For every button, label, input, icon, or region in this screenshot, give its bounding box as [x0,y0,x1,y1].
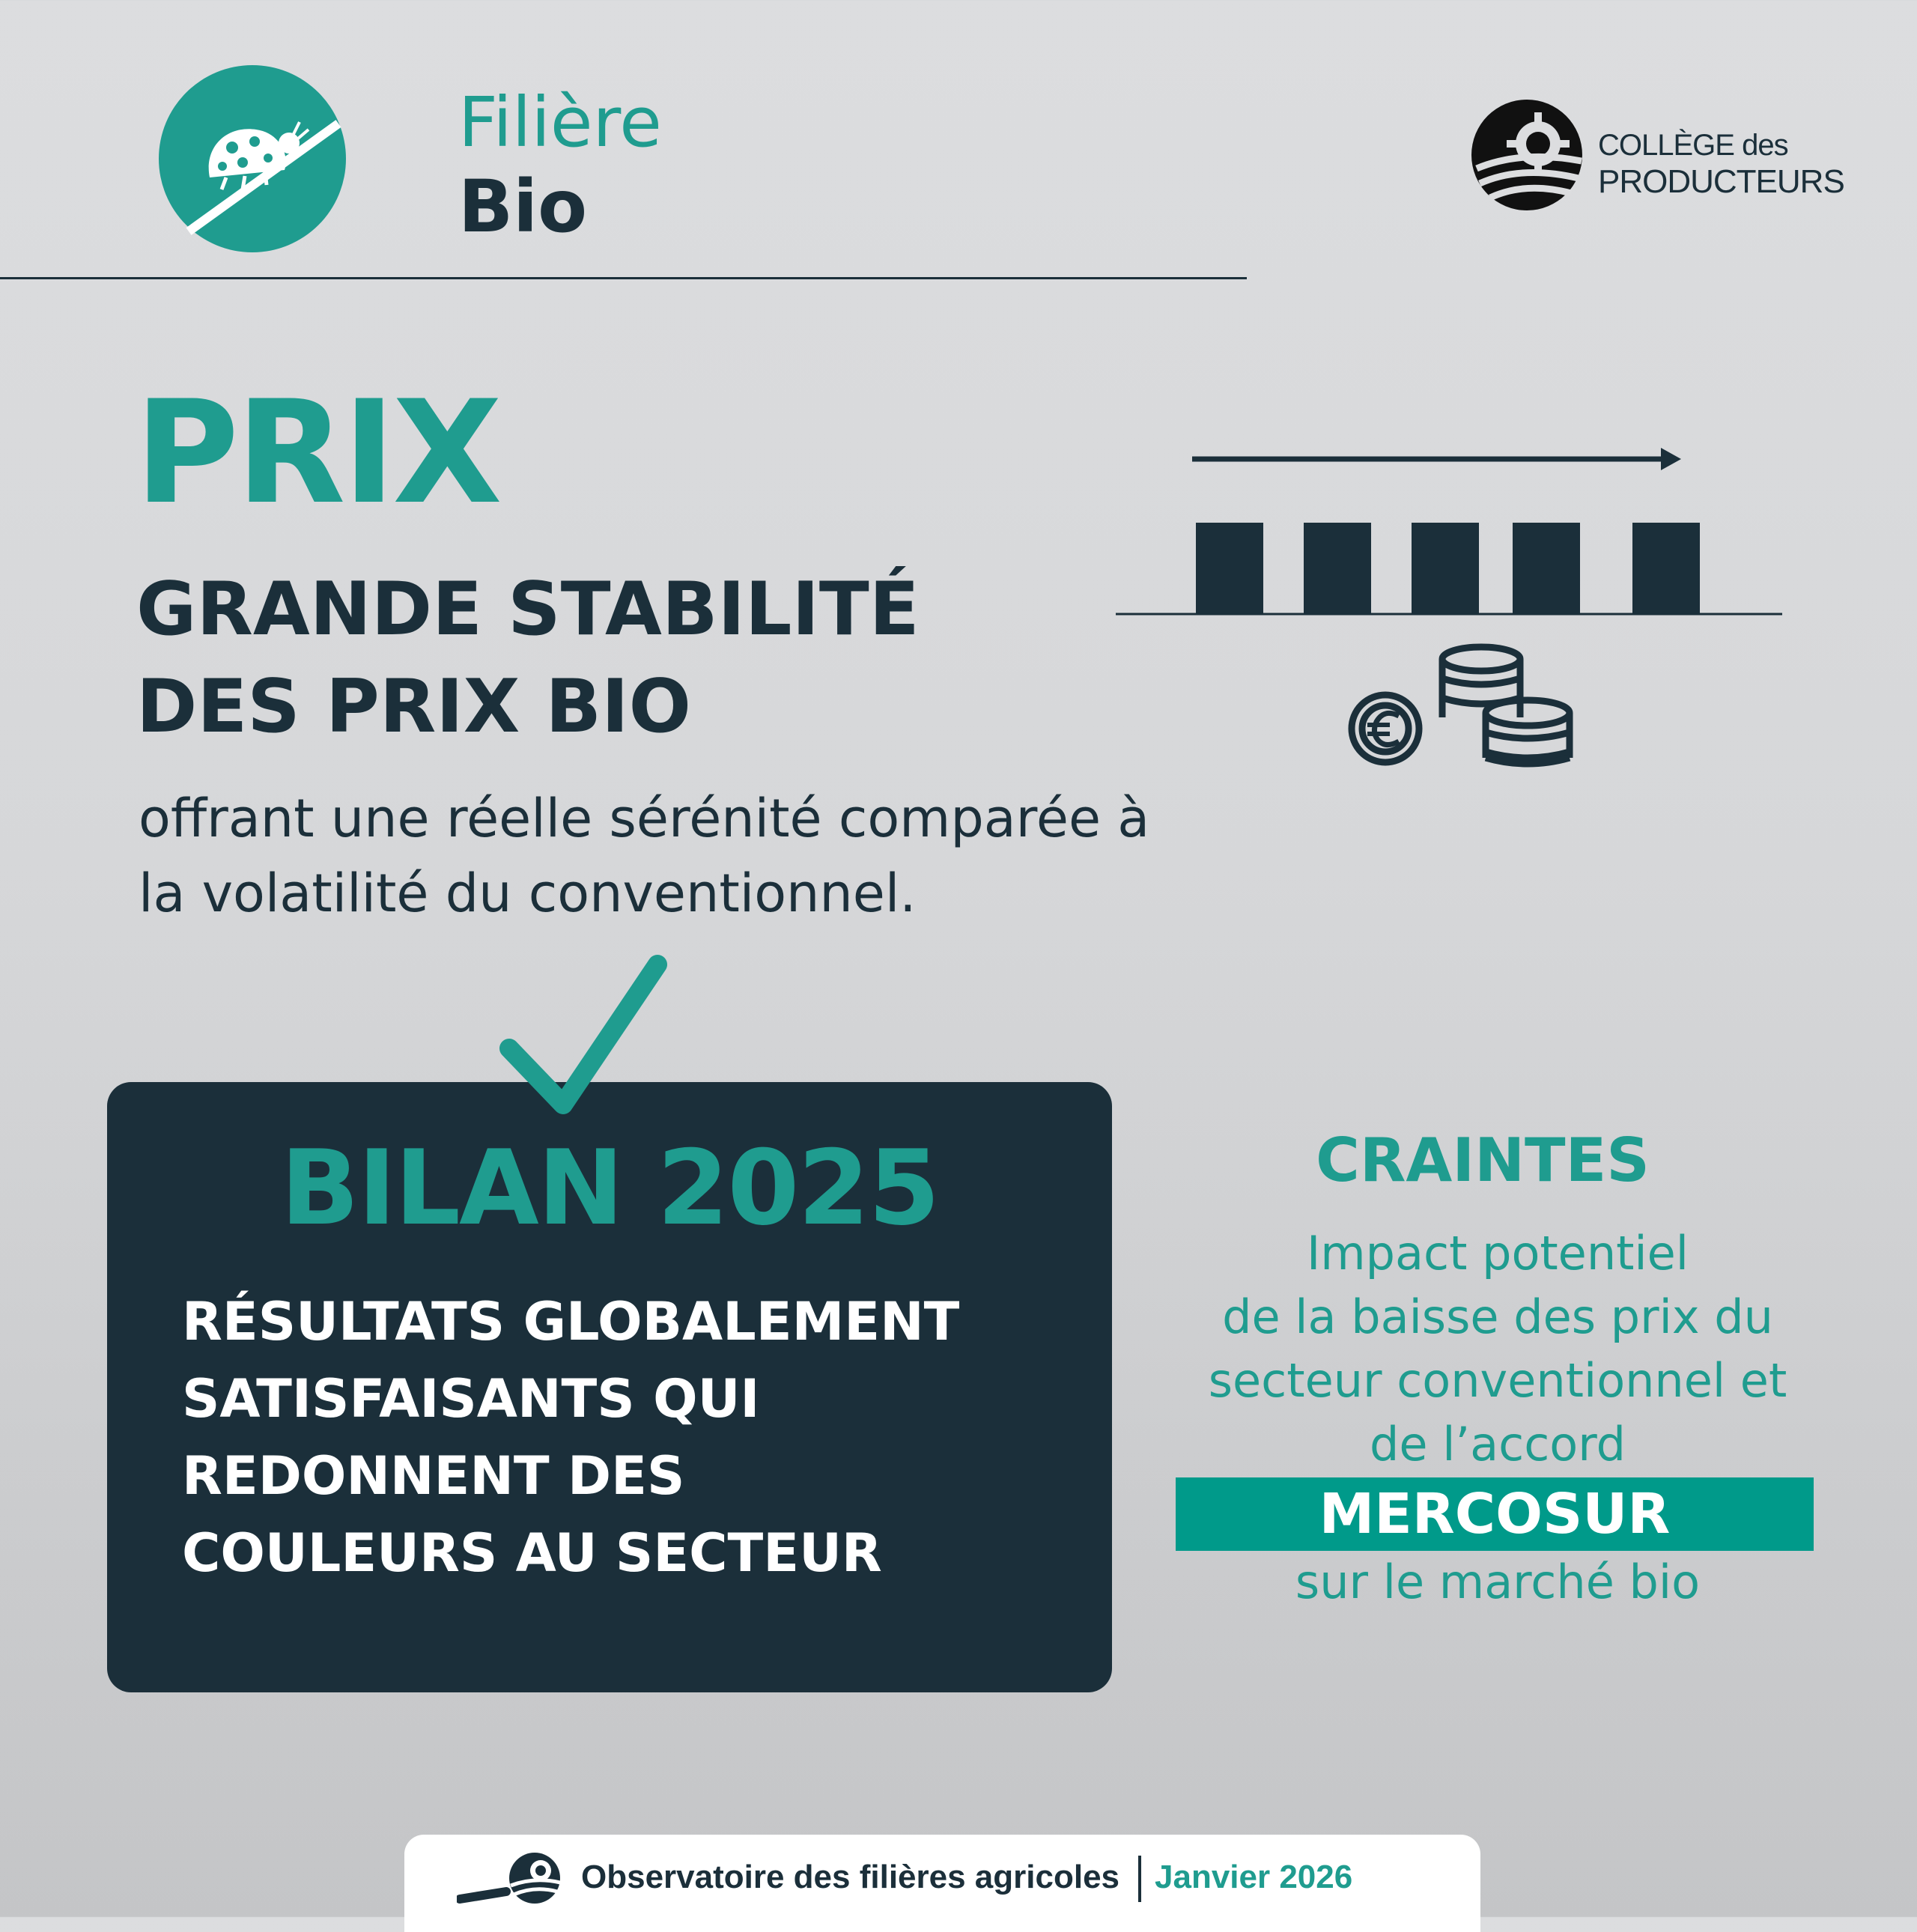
footer-date: Janvier 2026 [1155,1859,1353,1895]
craintes-title: CRAINTES [1316,1126,1650,1195]
craintes-text-line: Impact potentiel [1306,1226,1689,1281]
bilan-title: BILAN 2025 [280,1128,939,1248]
subtext-line-1: offrant une réelle sérénité comparée à [139,788,1150,849]
bilan-text-line: RÉSULTATS GLOBALEMENT [182,1291,960,1352]
page-title-category: Filière [458,82,662,162]
mercosur-label: MERCOSUR [1319,1482,1671,1546]
stable-bars-icon [1116,434,1790,779]
bilan-text-line: COULEURS AU SECTEUR [182,1522,882,1584]
craintes-text-line: de l’accord [1370,1417,1626,1471]
craintes-text-line: secteur conventionnel et [1208,1353,1787,1408]
craintes-text-line: de la baisse des prix du [1222,1289,1773,1344]
page-title-sector: Bio [458,165,588,249]
footer-org-name: Observatoire des filières agricoles [581,1859,1120,1895]
headline-line-2: DES PRIX BIO [136,664,691,750]
craintes-text-line: sur le marché bio [1295,1555,1701,1609]
euro-coins-icon [1352,647,1570,764]
observatoire-logo-icon [457,1848,569,1908]
bilan-text-line: REDONNENT DES [182,1445,685,1507]
header-divider [0,277,1247,279]
org-name-line1: COLLÈGE des [1598,129,1788,162]
ladybug-icon [159,65,346,252]
checkmark-icon [494,951,674,1123]
section-title: PRIX [135,370,499,535]
headline-line-1: GRANDE STABILITÉ [136,567,920,652]
gear-field-logo [1469,97,1585,213]
org-name-line2: PRODUCTEURS [1598,163,1844,200]
footer-divider [1138,1856,1141,1902]
subtext-line-2: la volatilité du conventionnel. [139,863,917,924]
bilan-text-line: SATISFAISANTS QUI [182,1368,760,1430]
